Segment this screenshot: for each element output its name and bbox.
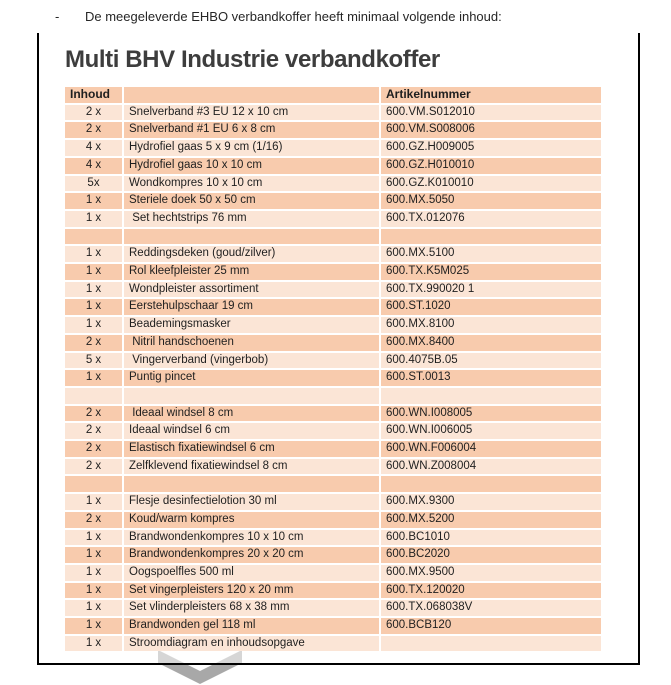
cell-description: Eerstehulpschaar 19 cm (124, 299, 379, 315)
intro-text: De meegeleverde EHBO verbandkoffer heeft minimaal volgende inhoud: (85, 9, 502, 24)
cell-artikelnummer: 600.WN.Z008004 (381, 459, 601, 475)
table-header-row (65, 87, 601, 103)
spacer-row (65, 388, 601, 404)
cell-description: Zelfklevend fixatiewindsel 8 cm (124, 459, 379, 475)
cell-quantity: 1 x (65, 246, 122, 262)
cell-artikelnummer (381, 229, 601, 245)
cell-artikelnummer: 600.TX.K5M025 (381, 264, 601, 280)
cell-quantity: 2 x (65, 406, 122, 422)
cell-artikelnummer: 600.ST.0013 (381, 370, 601, 386)
cell-artikelnummer: 600.MX.8100 (381, 317, 601, 333)
cell-description: Elastisch fixatiewindsel 6 cm (124, 441, 379, 457)
table-row (65, 600, 601, 616)
cell-description: Stroomdiagram en inhoudsopgave (124, 636, 379, 652)
cell-quantity: 4 x (65, 158, 122, 174)
cell-quantity: 1 x (65, 565, 122, 581)
cell-description: Rol kleefpleister 25 mm (124, 264, 379, 280)
header-artikelnummer: Artikelnummer (381, 87, 601, 103)
table-row (65, 512, 601, 528)
cell-quantity: 1 x (65, 193, 122, 209)
cell-artikelnummer: 600.MX.9500 (381, 565, 601, 581)
cell-quantity: 5 x (65, 353, 122, 369)
cell-quantity: 1 x (65, 264, 122, 280)
cell-description: Brandwondenkompres 20 x 20 cm (124, 547, 379, 563)
cell-artikelnummer: 600.MX.8400 (381, 335, 601, 351)
cell-quantity (65, 476, 122, 492)
cell-description: Beademingsmasker (124, 317, 379, 333)
cell-artikelnummer: 600.GZ.H009005 (381, 140, 601, 156)
table-row (65, 317, 601, 333)
table-row (65, 565, 601, 581)
cell-quantity: 1 x (65, 299, 122, 315)
cell-artikelnummer (381, 476, 601, 492)
table-row (65, 370, 601, 386)
table-row (65, 140, 601, 156)
cell-artikelnummer: 600.MX.5200 (381, 512, 601, 528)
cell-artikelnummer: 600.TX.120020 (381, 583, 601, 599)
cell-artikelnummer (381, 388, 601, 404)
cell-artikelnummer: 600.BCB120 (381, 618, 601, 634)
spacer-row (65, 476, 601, 492)
cell-description: Puntig pincet (124, 370, 379, 386)
cell-quantity: 1 x (65, 618, 122, 634)
cell-artikelnummer: 600.MX.5100 (381, 246, 601, 262)
cell-artikelnummer: 600.VM.S008006 (381, 122, 601, 138)
cell-artikelnummer: 600.GZ.H010010 (381, 158, 601, 174)
cell-artikelnummer: 600.VM.S012010 (381, 105, 601, 121)
cell-artikelnummer: 600.WN.I006005 (381, 423, 601, 439)
cell-quantity: 1 x (65, 211, 122, 227)
cell-description: Reddingsdeken (goud/zilver) (124, 246, 379, 262)
cell-artikelnummer: 600.WN.F006004 (381, 441, 601, 457)
table-row (65, 441, 601, 457)
cell-description: Brandwondenkompres 10 x 10 cm (124, 530, 379, 546)
header-inhoud: Inhoud (65, 87, 122, 103)
table-row (65, 423, 601, 439)
table-row (65, 406, 601, 422)
cell-description: Ideaal windsel 6 cm (124, 423, 379, 439)
cell-description: Oogspoelfles 500 ml (124, 565, 379, 581)
contents-table (63, 85, 603, 653)
cell-quantity (65, 388, 122, 404)
cell-description: Steriele doek 50 x 50 cm (124, 193, 379, 209)
cell-quantity: 1 x (65, 600, 122, 616)
cell-quantity: 1 x (65, 583, 122, 599)
table-row (65, 246, 601, 262)
spacer-row (65, 229, 601, 245)
cell-description: Set vlinderpleisters 68 x 38 mm (124, 600, 379, 616)
table-row (65, 193, 601, 209)
cell-description: Ideaal windsel 8 cm (124, 406, 379, 422)
cell-quantity: 1 x (65, 370, 122, 386)
cell-description: Snelverband #3 EU 12 x 10 cm (124, 105, 379, 121)
verbandkoffer-panel (37, 33, 640, 665)
cell-quantity: 2 x (65, 512, 122, 528)
cell-artikelnummer (381, 636, 601, 652)
panel-title: Multi BHV Industrie verbandkoffer (65, 46, 440, 73)
cell-description: Hydrofiel gaas 5 x 9 cm (1/16) (124, 140, 379, 156)
cell-artikelnummer: 600.ST.1020 (381, 299, 601, 315)
cell-description: Brandwonden gel 118 ml (124, 618, 379, 634)
table-row (65, 353, 601, 369)
table-row (65, 547, 601, 563)
cell-quantity: 1 x (65, 317, 122, 333)
cell-description (124, 229, 379, 245)
cell-quantity: 1 x (65, 636, 122, 652)
cell-description: Set vingerpleisters 120 x 20 mm (124, 583, 379, 599)
cell-quantity: 1 x (65, 494, 122, 510)
cell-artikelnummer: 600.MX.5050 (381, 193, 601, 209)
cell-quantity: 2 x (65, 441, 122, 457)
cell-quantity: 5x (65, 176, 122, 192)
table-row (65, 335, 601, 351)
cell-artikelnummer: 600.TX.068038V (381, 600, 601, 616)
cell-description (124, 388, 379, 404)
header-desc-spacer (124, 87, 379, 103)
cell-description: Wondkompres 10 x 10 cm (124, 176, 379, 192)
cell-description: Set hechtstrips 76 mm (124, 211, 379, 227)
cell-quantity (65, 229, 122, 245)
table-row (65, 299, 601, 315)
cell-quantity: 2 x (65, 423, 122, 439)
cell-artikelnummer: 600.BC1010 (381, 530, 601, 546)
cell-artikelnummer: 600.WN.I008005 (381, 406, 601, 422)
table-row (65, 158, 601, 174)
table-row (65, 264, 601, 280)
cell-quantity: 2 x (65, 459, 122, 475)
cell-description: Wondpleister assortiment (124, 282, 379, 298)
table-row (65, 105, 601, 121)
table-row (65, 618, 601, 634)
cell-quantity: 4 x (65, 140, 122, 156)
table-row (65, 282, 601, 298)
cell-quantity: 1 x (65, 530, 122, 546)
cell-quantity: 2 x (65, 335, 122, 351)
cell-description: Vingerverband (vingerbob) (124, 353, 379, 369)
cell-description: Nitril handschoenen (124, 335, 379, 351)
table-row (65, 636, 601, 652)
cell-artikelnummer: 600.TX.990020 1 (381, 282, 601, 298)
table-row (65, 530, 601, 546)
table-row (65, 122, 601, 138)
cell-artikelnummer: 600.GZ.K010010 (381, 176, 601, 192)
cell-artikelnummer: 600.MX.9300 (381, 494, 601, 510)
cell-quantity: 1 x (65, 282, 122, 298)
bullet-dash: - (55, 9, 60, 24)
cell-description: Flesje desinfectielotion 30 ml (124, 494, 379, 510)
table-row (65, 583, 601, 599)
cell-quantity: 2 x (65, 122, 122, 138)
cell-description: Snelverband #1 EU 6 x 8 cm (124, 122, 379, 138)
cell-description (124, 476, 379, 492)
cell-quantity: 2 x (65, 105, 122, 121)
table-row (65, 494, 601, 510)
cell-description: Koud/warm kompres (124, 512, 379, 528)
table-row (65, 211, 601, 227)
cell-artikelnummer: 600.BC2020 (381, 547, 601, 563)
table-row (65, 459, 601, 475)
cell-artikelnummer: 600.TX.012076 (381, 211, 601, 227)
cell-description: Hydrofiel gaas 10 x 10 cm (124, 158, 379, 174)
table-row (65, 176, 601, 192)
cell-quantity: 1 x (65, 547, 122, 563)
intro-line (55, 9, 502, 24)
cell-artikelnummer: 600.4075B.05 (381, 353, 601, 369)
